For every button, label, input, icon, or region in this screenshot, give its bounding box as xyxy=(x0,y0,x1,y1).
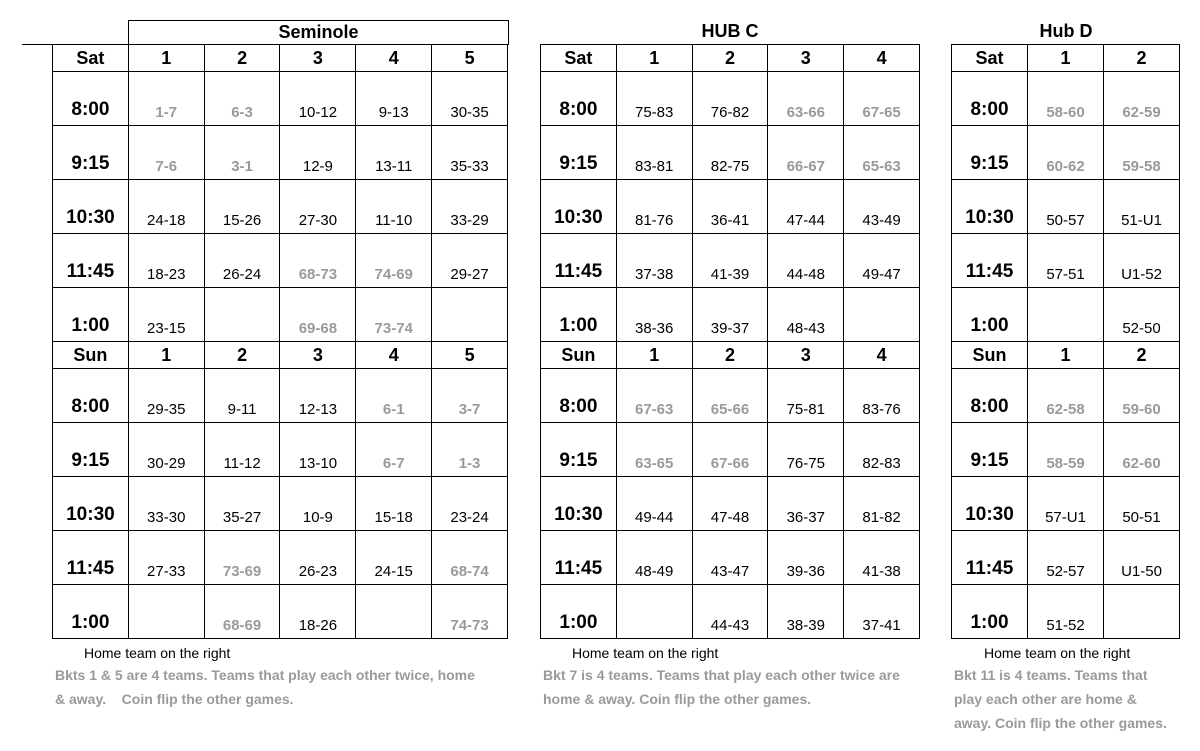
matchup-cell: 26-24 xyxy=(204,234,280,288)
time-label: 11:45 xyxy=(541,531,617,585)
matchup-cell: 29-35 xyxy=(128,369,204,423)
court-number: 3 xyxy=(280,342,356,369)
time-label: 10:30 xyxy=(53,180,129,234)
day-label: Sun xyxy=(53,342,129,369)
day-label: Sun xyxy=(952,342,1028,369)
time-slot-row xyxy=(952,531,1180,585)
matchup-cell: 37-41 xyxy=(844,585,920,639)
matchup-cell: 6-3 xyxy=(204,72,280,126)
time-label: 9:15 xyxy=(53,126,129,180)
day-label: Sat xyxy=(952,45,1028,72)
matchup-cell: 24-15 xyxy=(356,531,432,585)
bracket-note-line: Bkt 7 is 4 teams. Teams that play each other twice are xyxy=(543,667,900,683)
matchup-cell: 3-1 xyxy=(204,126,280,180)
matchup-cell: 63-66 xyxy=(768,72,844,126)
time-label: 1:00 xyxy=(53,288,129,342)
time-slot-row xyxy=(952,369,1180,423)
time-slot-row xyxy=(952,585,1180,639)
matchup-cell: 62-59 xyxy=(1104,72,1180,126)
matchup-cell: 68-74 xyxy=(432,531,508,585)
time-slot-row xyxy=(952,72,1180,126)
court-number: 1 xyxy=(128,45,204,72)
matchup-cell: 69-68 xyxy=(280,288,356,342)
matchup-cell xyxy=(432,288,508,342)
matchup-cell: 37-38 xyxy=(616,234,692,288)
matchup-cell: 9-13 xyxy=(356,72,432,126)
matchup-cell: 47-48 xyxy=(692,477,768,531)
matchup-cell xyxy=(1104,585,1180,639)
matchup-cell: 58-59 xyxy=(1028,423,1104,477)
matchup-cell: 48-43 xyxy=(768,288,844,342)
home-team-note-hub-c: Home team on the right xyxy=(572,645,719,661)
matchup-cell: 60-62 xyxy=(1028,126,1104,180)
home-team-note-seminole: Home team on the right xyxy=(84,645,231,661)
time-label: 10:30 xyxy=(541,180,617,234)
day-label: Sat xyxy=(53,45,129,72)
court-number: 4 xyxy=(844,342,920,369)
matchup-cell xyxy=(128,585,204,639)
matchup-cell: 67-66 xyxy=(692,423,768,477)
schedule-table-hub-d xyxy=(951,44,1180,639)
court-number: 1 xyxy=(128,342,204,369)
bracket-note-line: & away. Coin flip the other games. xyxy=(55,691,294,707)
matchup-cell: 57-U1 xyxy=(1028,477,1104,531)
sat-header-row xyxy=(541,45,920,72)
court-number: 2 xyxy=(204,45,280,72)
bracket-note-hub-d xyxy=(954,663,1194,735)
court-number: 1 xyxy=(616,342,692,369)
matchup-cell: 30-35 xyxy=(432,72,508,126)
time-label: 10:30 xyxy=(541,477,617,531)
time-label: 1:00 xyxy=(541,585,617,639)
time-label: 1:00 xyxy=(53,585,129,639)
court-number: 5 xyxy=(432,45,508,72)
time-label: 8:00 xyxy=(541,369,617,423)
matchup-cell: 15-26 xyxy=(204,180,280,234)
top-left-rule xyxy=(22,44,52,45)
matchup-cell: 59-60 xyxy=(1104,369,1180,423)
time-label: 9:15 xyxy=(952,423,1028,477)
day-label: Sat xyxy=(541,45,617,72)
time-slot-row xyxy=(53,531,508,585)
venue-title-hub-d: Hub D xyxy=(1039,21,1093,41)
time-label: 8:00 xyxy=(541,72,617,126)
matchup-cell: 82-83 xyxy=(844,423,920,477)
matchup-cell: 48-49 xyxy=(616,531,692,585)
matchup-cell: 83-81 xyxy=(616,126,692,180)
time-label: 9:15 xyxy=(952,126,1028,180)
time-label: 8:00 xyxy=(952,369,1028,423)
time-slot-row xyxy=(952,423,1180,477)
matchup-cell: 1-3 xyxy=(432,423,508,477)
matchup-cell: 33-30 xyxy=(128,477,204,531)
matchup-cell: 18-26 xyxy=(280,585,356,639)
matchup-cell: 33-29 xyxy=(432,180,508,234)
matchup-cell: 1-7 xyxy=(128,72,204,126)
sun-header-row xyxy=(952,342,1180,369)
matchup-cell: 23-24 xyxy=(432,477,508,531)
time-slot-row xyxy=(541,531,920,585)
matchup-cell: 73-69 xyxy=(204,531,280,585)
matchup-cell: 52-57 xyxy=(1028,531,1104,585)
matchup-cell: 36-37 xyxy=(768,477,844,531)
matchup-cell: 81-82 xyxy=(844,477,920,531)
matchup-cell: U1-52 xyxy=(1104,234,1180,288)
matchup-cell: 50-57 xyxy=(1028,180,1104,234)
matchup-cell: 83-76 xyxy=(844,369,920,423)
matchup-cell: 81-76 xyxy=(616,180,692,234)
time-slot-row xyxy=(53,180,508,234)
time-label: 11:45 xyxy=(952,234,1028,288)
time-slot-row xyxy=(541,585,920,639)
matchup-cell: 68-73 xyxy=(280,234,356,288)
matchup-cell: 67-65 xyxy=(844,72,920,126)
time-slot-row xyxy=(53,585,508,639)
time-label: 1:00 xyxy=(541,288,617,342)
matchup-cell: 29-27 xyxy=(432,234,508,288)
time-slot-row xyxy=(53,423,508,477)
time-slot-row xyxy=(952,234,1180,288)
matchup-cell: 38-39 xyxy=(768,585,844,639)
matchup-cell: 39-36 xyxy=(768,531,844,585)
matchup-cell: 65-66 xyxy=(692,369,768,423)
matchup-cell: 10-12 xyxy=(280,72,356,126)
matchup-cell: 35-33 xyxy=(432,126,508,180)
matchup-cell: 50-51 xyxy=(1104,477,1180,531)
sat-header-row xyxy=(53,45,508,72)
time-label: 10:30 xyxy=(952,180,1028,234)
matchup-cell: 18-23 xyxy=(128,234,204,288)
court-number: 2 xyxy=(1104,45,1180,72)
matchup-cell: 38-36 xyxy=(616,288,692,342)
matchup-cell: 52-50 xyxy=(1104,288,1180,342)
venue-title-seminole: Seminole xyxy=(128,20,509,45)
matchup-cell: 66-67 xyxy=(768,126,844,180)
time-slot-row xyxy=(952,126,1180,180)
matchup-cell: 76-82 xyxy=(692,72,768,126)
time-label: 9:15 xyxy=(53,423,129,477)
time-slot-row xyxy=(53,288,508,342)
matchup-cell: 23-15 xyxy=(128,288,204,342)
matchup-cell xyxy=(616,585,692,639)
matchup-cell: 26-23 xyxy=(280,531,356,585)
time-label: 1:00 xyxy=(952,288,1028,342)
matchup-cell: 82-75 xyxy=(692,126,768,180)
matchup-cell: 74-69 xyxy=(356,234,432,288)
time-label: 8:00 xyxy=(53,72,129,126)
time-label: 10:30 xyxy=(53,477,129,531)
matchup-cell: 75-83 xyxy=(616,72,692,126)
time-label: 8:00 xyxy=(53,369,129,423)
bracket-note-hub-c xyxy=(543,663,933,711)
matchup-cell xyxy=(356,585,432,639)
matchup-cell xyxy=(844,288,920,342)
matchup-cell: 49-44 xyxy=(616,477,692,531)
matchup-cell: 51-52 xyxy=(1028,585,1104,639)
time-slot-row xyxy=(53,477,508,531)
matchup-cell: 51-U1 xyxy=(1104,180,1180,234)
matchup-cell: 62-58 xyxy=(1028,369,1104,423)
schedule-table-hub-c xyxy=(540,44,920,639)
time-label: 10:30 xyxy=(952,477,1028,531)
matchup-cell: 6-7 xyxy=(356,423,432,477)
matchup-cell: 11-12 xyxy=(204,423,280,477)
time-slot-row xyxy=(53,72,508,126)
home-team-note-hub-d: Home team on the right xyxy=(984,645,1131,661)
court-number: 4 xyxy=(844,45,920,72)
matchup-cell: 39-37 xyxy=(692,288,768,342)
matchup-cell: 36-41 xyxy=(692,180,768,234)
schedule-table-seminole xyxy=(52,44,508,639)
matchup-cell: 68-69 xyxy=(204,585,280,639)
matchup-cell: 74-73 xyxy=(432,585,508,639)
court-number: 5 xyxy=(432,342,508,369)
time-slot-row xyxy=(541,72,920,126)
court-number: 1 xyxy=(1028,45,1104,72)
matchup-cell: 12-9 xyxy=(280,126,356,180)
time-slot-row xyxy=(541,126,920,180)
bracket-note-line: play each other are home & xyxy=(954,691,1137,707)
bracket-note-line: Bkt 11 is 4 teams. Teams that xyxy=(954,667,1148,683)
matchup-cell: 57-51 xyxy=(1028,234,1104,288)
day-label: Sun xyxy=(541,342,617,369)
bracket-note-line: home & away. Coin flip the other games. xyxy=(543,691,812,707)
time-slot-row xyxy=(541,288,920,342)
court-number: 2 xyxy=(692,45,768,72)
matchup-cell: 3-7 xyxy=(432,369,508,423)
time-label: 11:45 xyxy=(53,531,129,585)
court-number: 1 xyxy=(616,45,692,72)
matchup-cell: 43-49 xyxy=(844,180,920,234)
time-slot-row xyxy=(952,288,1180,342)
court-number: 2 xyxy=(692,342,768,369)
bracket-note-line: Bkts 1 & 5 are 4 teams. Teams that play each other twice, home xyxy=(55,667,475,683)
time-slot-row xyxy=(53,369,508,423)
time-label: 11:45 xyxy=(53,234,129,288)
court-number: 3 xyxy=(280,45,356,72)
matchup-cell: 67-63 xyxy=(616,369,692,423)
matchup-cell: 27-30 xyxy=(280,180,356,234)
matchup-cell: 6-1 xyxy=(356,369,432,423)
matchup-cell: 44-43 xyxy=(692,585,768,639)
time-slot-row xyxy=(541,423,920,477)
time-slot-row xyxy=(53,234,508,288)
matchup-cell: 75-81 xyxy=(768,369,844,423)
sun-header-row xyxy=(53,342,508,369)
matchup-cell: 10-9 xyxy=(280,477,356,531)
matchup-cell: U1-50 xyxy=(1104,531,1180,585)
time-slot-row xyxy=(53,126,508,180)
matchup-cell: 58-60 xyxy=(1028,72,1104,126)
matchup-cell: 7-6 xyxy=(128,126,204,180)
matchup-cell: 24-18 xyxy=(128,180,204,234)
matchup-cell: 9-11 xyxy=(204,369,280,423)
time-label: 9:15 xyxy=(541,423,617,477)
matchup-cell: 62-60 xyxy=(1104,423,1180,477)
matchup-cell: 76-75 xyxy=(768,423,844,477)
venue-title-hub-c: HUB C xyxy=(701,21,759,41)
time-slot-row xyxy=(952,180,1180,234)
time-slot-row xyxy=(541,180,920,234)
court-number: 1 xyxy=(1028,342,1104,369)
time-slot-row xyxy=(541,477,920,531)
time-label: 8:00 xyxy=(952,72,1028,126)
matchup-cell: 41-38 xyxy=(844,531,920,585)
sat-header-row xyxy=(952,45,1180,72)
court-number: 4 xyxy=(356,342,432,369)
time-label: 11:45 xyxy=(952,531,1028,585)
matchup-cell: 41-39 xyxy=(692,234,768,288)
matchup-cell: 35-27 xyxy=(204,477,280,531)
matchup-cell: 15-18 xyxy=(356,477,432,531)
time-slot-row xyxy=(541,369,920,423)
court-number: 4 xyxy=(356,45,432,72)
matchup-cell: 13-11 xyxy=(356,126,432,180)
matchup-cell xyxy=(1028,288,1104,342)
matchup-cell: 27-33 xyxy=(128,531,204,585)
court-number: 3 xyxy=(768,45,844,72)
time-slot-row xyxy=(541,234,920,288)
time-slot-row xyxy=(952,477,1180,531)
matchup-cell: 11-10 xyxy=(356,180,432,234)
matchup-cell xyxy=(204,288,280,342)
matchup-cell: 13-10 xyxy=(280,423,356,477)
matchup-cell: 12-13 xyxy=(280,369,356,423)
court-number: 2 xyxy=(1104,342,1180,369)
time-label: 1:00 xyxy=(952,585,1028,639)
time-label: 11:45 xyxy=(541,234,617,288)
bracket-note-line: away. Coin flip the other games. xyxy=(954,715,1167,731)
matchup-cell: 59-58 xyxy=(1104,126,1180,180)
bracket-note-seminole xyxy=(55,663,515,711)
court-number: 3 xyxy=(768,342,844,369)
matchup-cell: 49-47 xyxy=(844,234,920,288)
matchup-cell: 73-74 xyxy=(356,288,432,342)
matchup-cell: 43-47 xyxy=(692,531,768,585)
sun-header-row xyxy=(541,342,920,369)
matchup-cell: 63-65 xyxy=(616,423,692,477)
matchup-cell: 65-63 xyxy=(844,126,920,180)
matchup-cell: 30-29 xyxy=(128,423,204,477)
matchup-cell: 44-48 xyxy=(768,234,844,288)
matchup-cell: 47-44 xyxy=(768,180,844,234)
court-number: 2 xyxy=(204,342,280,369)
time-label: 9:15 xyxy=(541,126,617,180)
